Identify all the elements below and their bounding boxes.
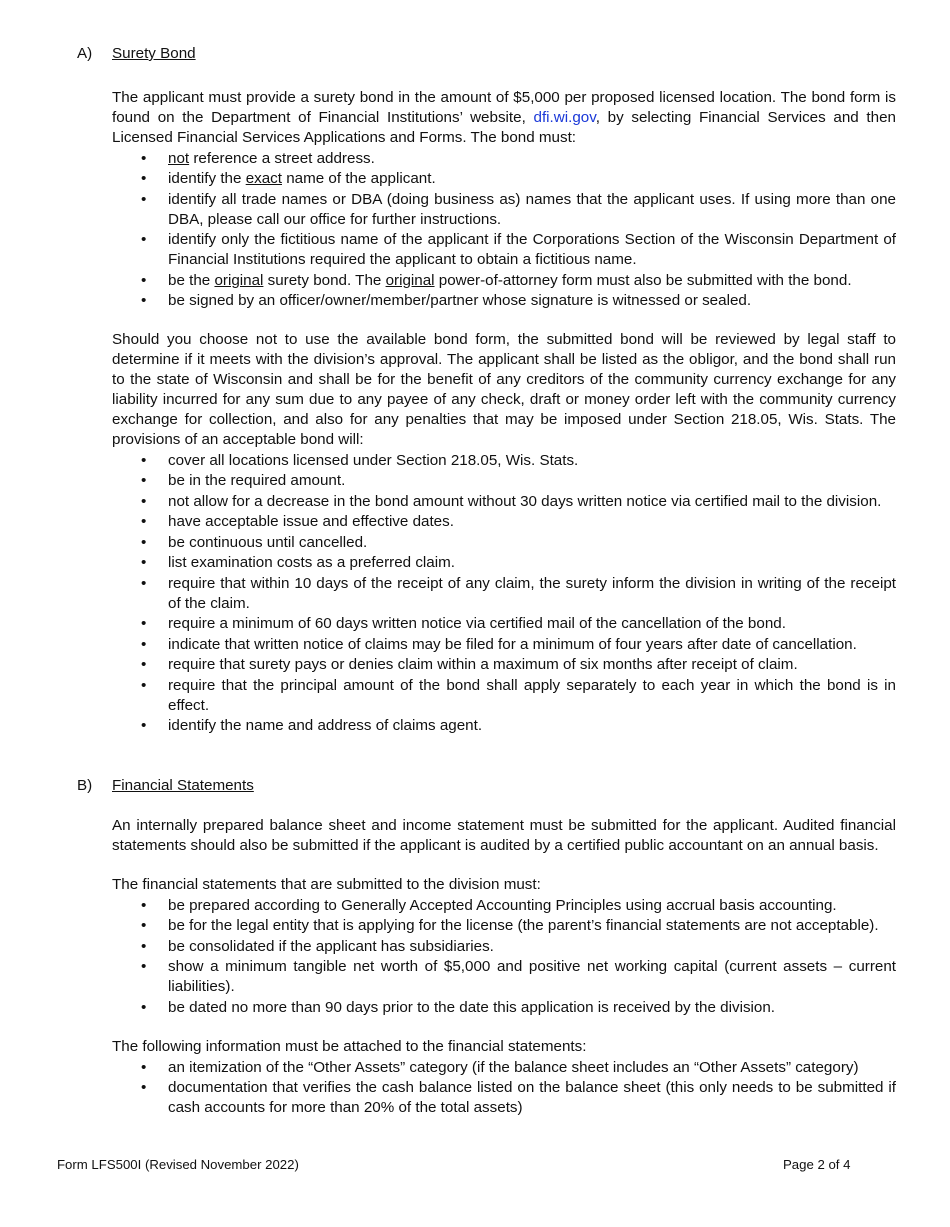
dfi-website-link[interactable]: dfi.wi.gov — [533, 109, 596, 126]
list-item: • be the original surety bond. The original power-of-attorney form must also be submitted with the bond. — [112, 271, 896, 291]
section-a-heading — [77, 44, 196, 64]
financial-statements-intro-block — [112, 816, 896, 856]
bond-provisions-intro: Should you choose not to use the available bond form, the submitted bond will be reviewed by legal staff to determine if it meets with the division’s approval. The applicant shall be listed as the obligor, and the bond shall run to the state of Wisconsin and shall be for the benefit of any creditors of the community currency exchange for any liability incurred for any sum due to any payee of any check, draft or money order left with the community currency exchange for collection, and also for any penalties that may be imposed under Section 218.05, Wis. Stats. The provisions of an acceptable bond will: — [112, 331, 896, 448]
financial-statements-intro: An internally prepared balance sheet and income statement must be submitted for the applicant. Audited financial statements should also be submitted if the applicant is audited by a certified public accountant on an annual basis. — [112, 817, 896, 854]
list-item: • have acceptable issue and effective dates. — [112, 512, 896, 532]
list-item: • show a minimum tangible net worth of $5,000 and positive net working capital (current assets – current liabilities). — [112, 957, 896, 997]
section-b-title: Financial Statements — [112, 777, 254, 794]
surety-bond-intro: The applicant must provide a surety bond in the amount of $5,000 per proposed licensed location. The bond form is found on the Department of Financial Institutions’ website, dfi.wi.gov, by selecting Financial Services and then Licensed Financial Services Applications and Forms. The bond must: — [112, 89, 896, 146]
list-item: • cover all locations licensed under Section 218.05, Wis. Stats. — [112, 451, 896, 471]
footer-page-number: Page 2 of 4 — [783, 1157, 851, 1172]
list-item: • be for the legal entity that is applying for the license (the parent’s financial statements are not acceptable). — [112, 916, 896, 936]
section-a-letter: A) — [77, 45, 93, 62]
section-a-title: Surety Bond — [112, 45, 196, 62]
bond-provisions-block — [112, 330, 896, 736]
list-item: • documentation that verifies the cash balance listed on the balance sheet (this only needs to be submitted if cash accounts for more than 20% of the total assets) — [112, 1078, 896, 1118]
list-item: • be dated no more than 90 days prior to the date this application is received by the division. — [112, 998, 896, 1018]
section-b-letter: B) — [77, 777, 93, 794]
surety-bond-intro-block — [112, 88, 896, 311]
financial-statements-must-intro: The financial statements that are submitted to the division must: — [112, 876, 541, 893]
list-item: • be continuous until cancelled. — [112, 533, 896, 553]
footer-form-id: Form LFS500I (Revised November 2022) — [57, 1157, 299, 1172]
list-item: • an itemization of the “Other Assets” category (if the balance sheet includes an “Other Assets” category) — [112, 1058, 896, 1078]
list-item: • identify all trade names or DBA (doing business as) names that the applicant uses. If using more than one DBA, please call our office for further instructions. — [112, 190, 896, 230]
bond-must-list — [112, 149, 896, 312]
list-item: • identify the exact name of the applicant. — [112, 169, 896, 189]
list-item: • be in the required amount. — [112, 471, 896, 491]
list-item: • be prepared according to Generally Accepted Accounting Principles using accrual basis accounting. — [112, 896, 896, 916]
list-item: • indicate that written notice of claims may be filed for a minimum of four years after date of cancellation. — [112, 635, 896, 655]
attachments-block — [112, 1037, 896, 1118]
list-item: • identify the name and address of claims agent. — [112, 716, 896, 736]
list-item: • be consolidated if the applicant has subsidiaries. — [112, 937, 896, 957]
list-item: • require that within 10 days of the receipt of any claim, the surety inform the division in writing of the receipt of the claim. — [112, 574, 896, 614]
list-item: • require that surety pays or denies claim within a maximum of six months after receipt of claim. — [112, 655, 896, 675]
list-item: • list examination costs as a preferred claim. — [112, 553, 896, 573]
attachments-intro: The following information must be attached to the financial statements: — [112, 1038, 587, 1055]
financial-statements-must-list — [112, 896, 896, 1018]
list-item: • not allow for a decrease in the bond amount without 30 days written notice via certified mail to the division. — [112, 492, 896, 512]
bond-provisions-list — [112, 451, 896, 737]
list-item: • identify only the fictitious name of the applicant if the Corporations Section of the Wisconsin Department of Financial Institutions required the applicant to obtain a fictitious name. — [112, 230, 896, 270]
list-item: • be signed by an officer/owner/member/partner whose signature is witnessed or sealed. — [112, 291, 896, 311]
attachments-list — [112, 1058, 896, 1119]
list-item: • not reference a street address. — [112, 149, 896, 169]
financial-statements-must-block — [112, 875, 896, 1018]
list-item: • require a minimum of 60 days written notice via certified mail of the cancellation of the bond. — [112, 614, 896, 634]
list-item: • require that the principal amount of the bond shall apply separately to each year in which the bond is in effect. — [112, 676, 896, 716]
section-b-heading — [77, 776, 254, 796]
